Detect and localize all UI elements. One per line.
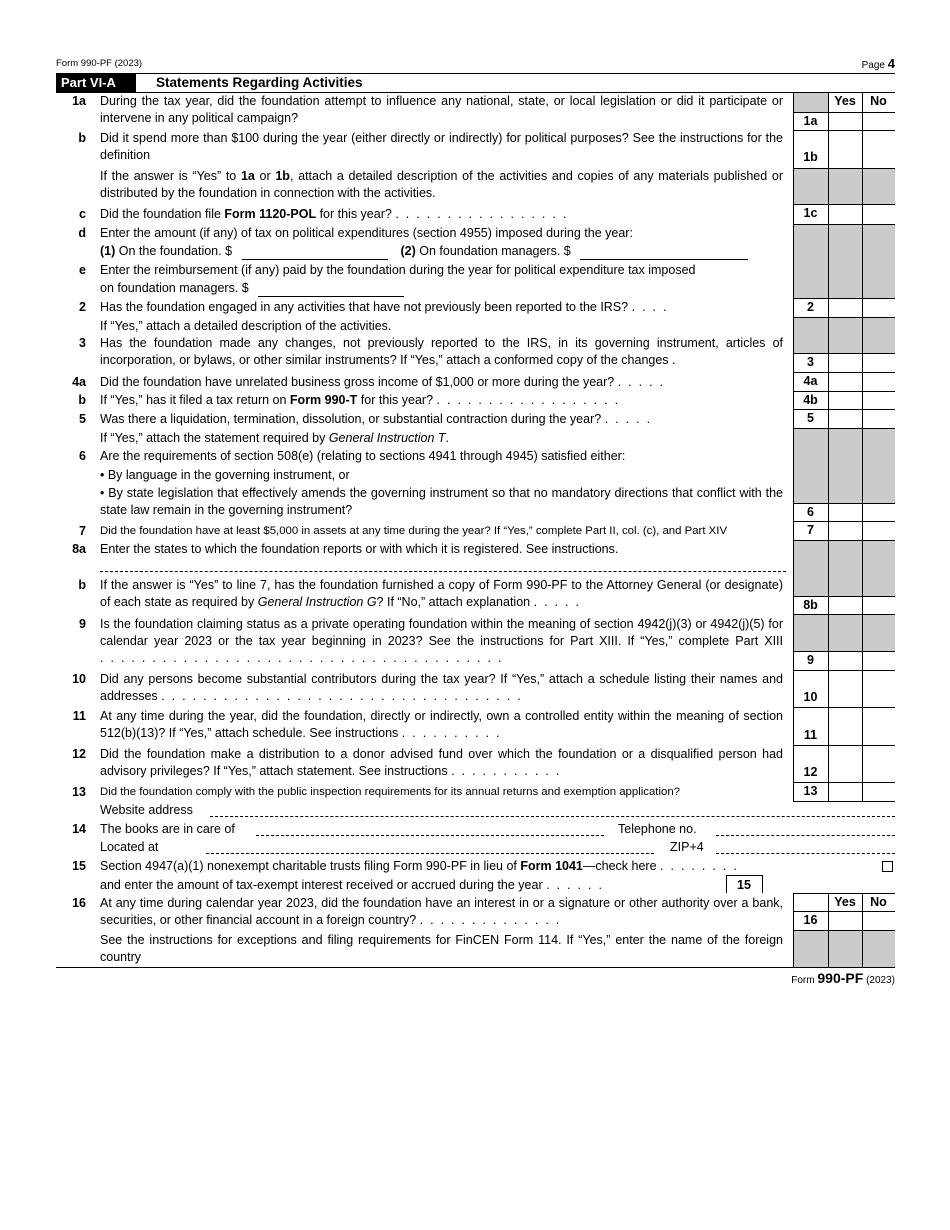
form-page <box>56 0 895 1230</box>
shade-8a <box>793 540 895 596</box>
books-care-of-line[interactable] <box>256 835 604 836</box>
shade-1d-1e <box>793 224 895 298</box>
no-header: No <box>870 94 887 108</box>
box-5: 5 <box>807 411 814 425</box>
question-8b: b If the answer is “Yes” to line 7, has the foundation furnished a copy of Form 990-PF to the Attorney General (or designate) of each state as required by General Instruction G? If “No,” attach explanation ..... <box>78 578 783 609</box>
question-14: 14 The books are in care of Telephone no. <box>72 822 697 836</box>
question-2: 2 Has the foundation engaged in any activities that have not previously been reported to the IRS? .... <box>79 300 674 314</box>
question-15-amount-field[interactable] <box>763 876 823 893</box>
answer-1a-no[interactable] <box>863 113 895 130</box>
no-header-16: No <box>870 895 887 909</box>
question-16: 16 At any time during calendar year 2023, did the foundation have an interest in or a signature or other authority over a bank, securities, or other financial account in a foreign country? .............. <box>72 896 783 927</box>
part-label: Part VI-A <box>56 74 136 92</box>
shade-note1 <box>793 168 895 204</box>
shade-9 <box>793 614 895 651</box>
question-7: 7 Did the foundation have at least $5,000 in assets at any time during the year? If “Yes,” complete Part II, col. (c), and Part XIV <box>79 524 728 538</box>
box-4b: 4b <box>803 393 818 407</box>
1d-foundation-amount[interactable] <box>242 246 388 260</box>
1e-amount[interactable] <box>258 283 404 297</box>
box-16: 16 <box>803 913 818 927</box>
question-10: 10 Did any persons become substantial contributors during the tax year? If “Yes,” attach a schedule listing their names and addresses ................................... <box>72 672 783 703</box>
note-1a-1b: If the answer is “Yes” to 1a or 1b, attach a detailed description of the activities and copies of any materials published or distributed by the foundation in connection with the activities. <box>100 169 783 200</box>
box-6: 6 <box>807 505 814 519</box>
8a-states-line[interactable] <box>100 571 786 572</box>
shade-1a-label <box>793 93 828 113</box>
yes-header: Yes <box>834 94 856 108</box>
question-1d-amounts: (1) On the foundation. $ (2) On foundation managers. $ <box>100 243 790 261</box>
box-13: 13 <box>803 784 818 798</box>
question-1e: e Enter the reimbursement (if any) paid by the foundation during the year for political expenditure tax imposed <box>79 263 696 277</box>
question-6-bullet-2: • By state legislation that effectively amends the governing instrument so that no mandatory directions that conflict with the state law remain in the governing instrument? <box>100 486 783 517</box>
box-1a: 1a <box>803 114 818 128</box>
question-15: 15 Section 4947(a)(1) nonexempt charitable trusts filing Form 990-PF in lieu of Form 1041—check here ........ <box>72 859 744 873</box>
question-4a: 4a Did the foundation have unrelated business gross income of $1,000 or more during the year? ..... <box>72 375 671 389</box>
question-15-amount: and enter the amount of tax-exempt interest received or accrued during the year ...... <box>100 878 609 892</box>
question-1d: d Enter the amount (if any) of tax on political expenditures (section 4955) imposed during the year: <box>78 226 633 240</box>
shade-16b <box>793 930 895 967</box>
page-header <box>56 56 895 74</box>
box-12: 12 <box>803 765 818 779</box>
question-6: 6 Are the requirements of section 508(e) (relating to sections 4941 through 4945) satisfied either: <box>79 449 626 463</box>
question-1e-amount: on foundation managers. $ <box>100 280 790 298</box>
page-number: Page 4 <box>861 56 895 71</box>
box-1c: 1c <box>803 206 818 220</box>
box-8b: 8b <box>803 598 818 612</box>
question-5-note: If “Yes,” attach the statement required by General Instruction T. <box>100 431 450 445</box>
box-3: 3 <box>807 355 814 369</box>
box-4a: 4a <box>803 374 818 388</box>
question-1c: c Did the foundation file Form 1120-POL for this year? ................. <box>79 207 574 221</box>
question-14-location: Located at ZIP+4 <box>100 840 704 854</box>
question-13: 13 Did the foundation comply with the public inspection requirements for its annual returns and exemption application? <box>72 785 680 799</box>
telephone-line[interactable] <box>716 835 895 836</box>
question-11: 11 At any time during the year, did the foundation, directly or indirectly, own a controlled entity within the meaning of section 512(b)(13)? If “Yes,” attach schedule. See instructions .......... <box>72 709 783 740</box>
question-5: 5 Was there a liquidation, termination, dissolution, or substantial contraction during the year? ..... <box>79 412 658 426</box>
question-1a: 1a During the tax year, did the foundation attempt to influence any national, state, or local legislation or did it participate or intervene in any political campaign? <box>72 94 783 125</box>
question-2-note: If “Yes,” attach a detailed description of the activities. <box>100 319 392 333</box>
part-header <box>56 74 895 93</box>
box-10: 10 <box>803 690 818 704</box>
box-9: 9 <box>807 653 814 667</box>
website-address-line[interactable] <box>210 816 895 817</box>
box-7: 7 <box>807 523 814 537</box>
answer-1a-yes[interactable] <box>829 113 861 130</box>
question-9: 9 Is the foundation claiming status as a private operating foundation within the meaning of section 4942(j)(3) or 4942(j)(5) for calendar year 2023 or the tax year beginning in 2023? See the instructions for Part XIII. If “Yes,” complete Part XIII ....................................... <box>79 617 783 665</box>
form-label: Form 990-PF (2023) <box>56 58 143 69</box>
yes-header-16: Yes <box>834 895 856 909</box>
page-footer: Form 990-PF (2023) <box>791 970 895 986</box>
question-3: 3 Has the foundation made any changes, not previously reported to the IRS, in its governing instrument, articles of incorporation, or bylaws, or other similar instruments? If “Yes,” attach a conformed copy of the changes . <box>79 336 783 367</box>
question-6-bullet-1: • By language in the governing instrument, or <box>100 468 350 482</box>
box-2: 2 <box>807 300 814 314</box>
question-1b: b Did it spend more than $100 during the year (either directly or indirectly) for political purposes? See the instructions for the definition <box>78 131 783 162</box>
question-16-note: See the instructions for exceptions and filing requirements for FinCEN Form 114. If “Yes,” enter the name of the foreign country <box>100 933 783 964</box>
website-row: Website address <box>100 803 193 817</box>
shade-5b-6 <box>793 428 895 503</box>
box-15: 15 <box>737 878 751 892</box>
box-11: 11 <box>803 728 818 742</box>
question-15-checkbox[interactable] <box>882 861 893 872</box>
question-4b: b If “Yes,” has it filed a tax return on Form 990-T for this year? .................. <box>78 393 626 407</box>
zip-line[interactable] <box>716 853 895 854</box>
box-1b: 1b <box>803 150 818 164</box>
question-8a: 8a Enter the states to which the foundation reports or with which it is registered. See instructions. <box>72 542 619 556</box>
part-title: Statements Regarding Activities <box>156 75 363 90</box>
question-12: 12 Did the foundation make a distribution to a donor advised fund over which the foundation or a disqualified person had advisory privileges? If “Yes,” attach statement. See instructions ........... <box>72 747 783 778</box>
located-at-line[interactable] <box>206 853 654 854</box>
1d-managers-amount[interactable] <box>580 246 748 260</box>
shade-2b <box>793 317 895 353</box>
